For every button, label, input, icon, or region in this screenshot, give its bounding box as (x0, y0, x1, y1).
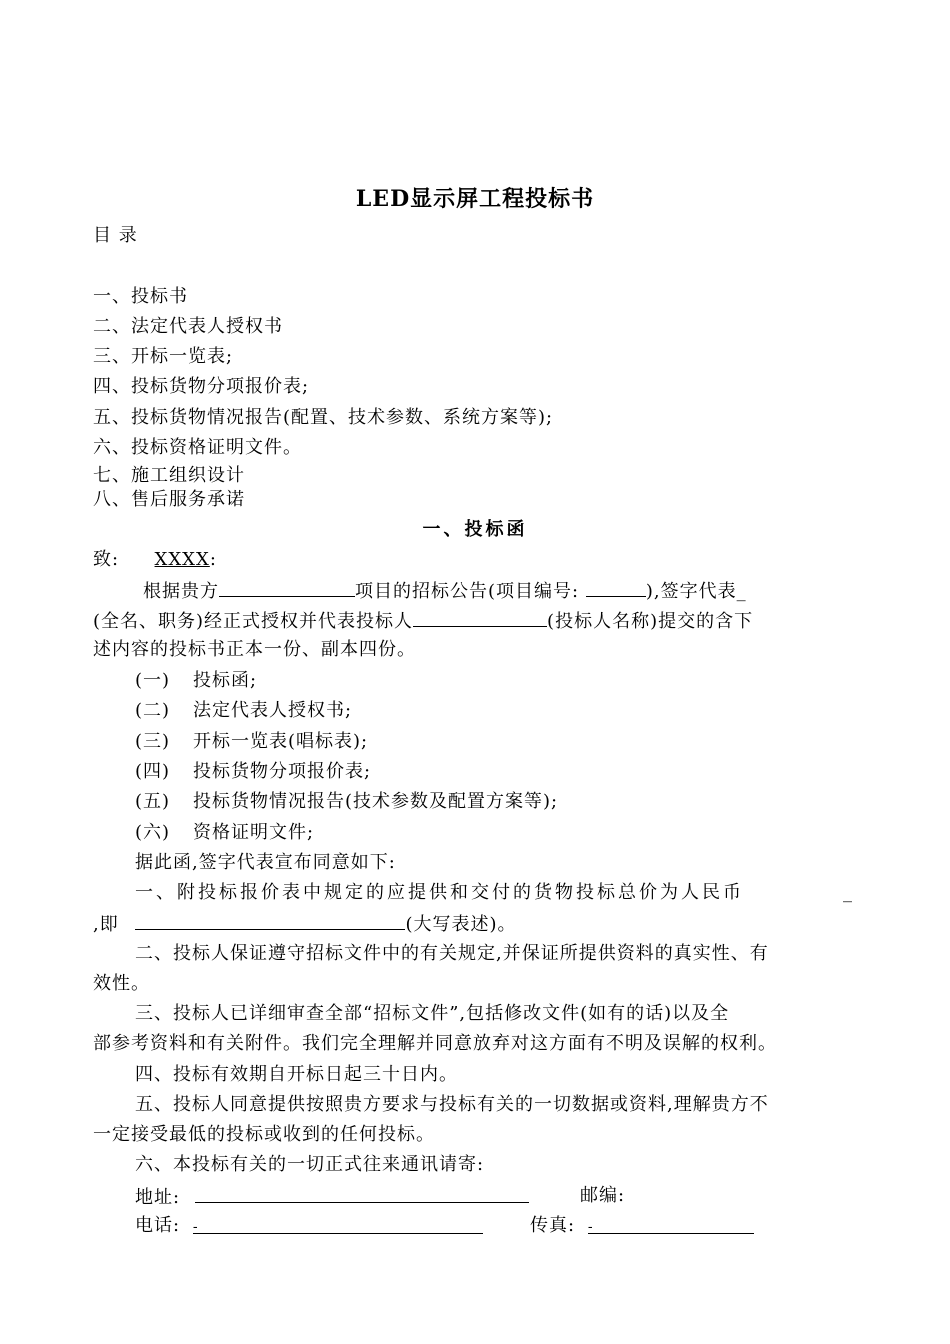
toc-item: 七、施工组织设计 (93, 465, 245, 486)
clause-line: 部参考资料和有关附件。我们完全理解并同意放弃对这方面有不明及误解的权利。 (93, 1033, 777, 1054)
to-colon: : (209, 549, 217, 570)
address-row (135, 1184, 529, 1210)
fax-field: - (588, 1215, 754, 1234)
blank-field (219, 578, 355, 597)
toc-item: 四、投标货物分项报价表; (93, 376, 310, 397)
phone-label: 电话: (135, 1215, 181, 1236)
section-title: 一、投标函 (422, 519, 528, 540)
clause-line: 三、投标人已详细审查全部“招标文件”,包括修改文件(如有的话)以及全 (135, 1003, 730, 1024)
clause-line: 四、投标有效期自开标日起三十日内。 (135, 1064, 458, 1085)
toc-item: 五、投标货物情况报告(配置、技术参数、系统方案等); (93, 407, 554, 428)
salutation (93, 548, 217, 572)
toc-item: 一、投标书 (93, 286, 188, 307)
clause-line: 五、投标人同意提供按照贵方要求与投标有关的一切数据或资料,理解贵方不 (135, 1094, 769, 1115)
paragraph-line: (全名、职务)经正式授权并代表投标人 (投标人名称)提交的含下 (93, 608, 753, 634)
toc-item: 八、售后服务承诺 (93, 489, 245, 510)
toc-item: 二、法定代表人授权书 (93, 316, 283, 337)
list-item: (六) 资格证明文件; (135, 822, 315, 843)
toc-item: 六、投标资格证明文件。 (93, 437, 302, 458)
clause-line: 一定接受最低的投标或收到的任何投标。 (93, 1124, 435, 1145)
address-field (195, 1184, 529, 1203)
clause-line: 一、附投标报价表中规定的应提供和交付的货物投标总价为人民币 _ (135, 882, 855, 903)
list-item: (四) 投标货物分项报价表; (135, 761, 372, 782)
toc-heading: 目 录 (93, 225, 138, 246)
paragraph-line: 述内容的投标书正本一份、副本四份。 (93, 639, 416, 660)
list-item: (一) 投标函; (135, 670, 258, 691)
paragraph-line: 根据贵方 项目的招标公告(项目编号: ),签字代表_ (143, 578, 747, 604)
list-item: (五) 投标货物情况报告(技术参数及配置方案等); (135, 791, 559, 812)
document-title: LED显示屏工程投标书 (355, 186, 595, 212)
postcode-row (580, 1184, 625, 1208)
toc-item: 三、开标一览表; (93, 346, 234, 367)
postcode-label: 邮编: (580, 1185, 626, 1206)
clause-line: ,即 (大写表述)。 (93, 911, 517, 937)
fax-row (530, 1214, 754, 1238)
blank-field (586, 578, 646, 597)
declaration: 据此函,签字代表宣布同意如下: (135, 852, 396, 873)
phone-row (135, 1214, 483, 1238)
clause-line: 六、本投标有关的一切正式往来通讯请寄: (135, 1154, 485, 1175)
phone-field: - (193, 1215, 483, 1234)
clause-line: 效性。 (93, 973, 150, 994)
list-item: (二) 法定代表人授权书; (135, 700, 353, 721)
address-label: 地址: (135, 1187, 181, 1208)
to-name: XXXX (154, 549, 210, 570)
fax-label: 传真: (530, 1215, 576, 1236)
to-label: 致: (93, 549, 120, 570)
blank-field (135, 911, 405, 930)
list-item: (三) 开标一览表(唱标表); (135, 731, 369, 752)
blank-field (413, 608, 547, 627)
clause-line: 二、投标人保证遵守招标文件中的有关规定,并保证所提供资料的真实性、有 (135, 943, 769, 964)
